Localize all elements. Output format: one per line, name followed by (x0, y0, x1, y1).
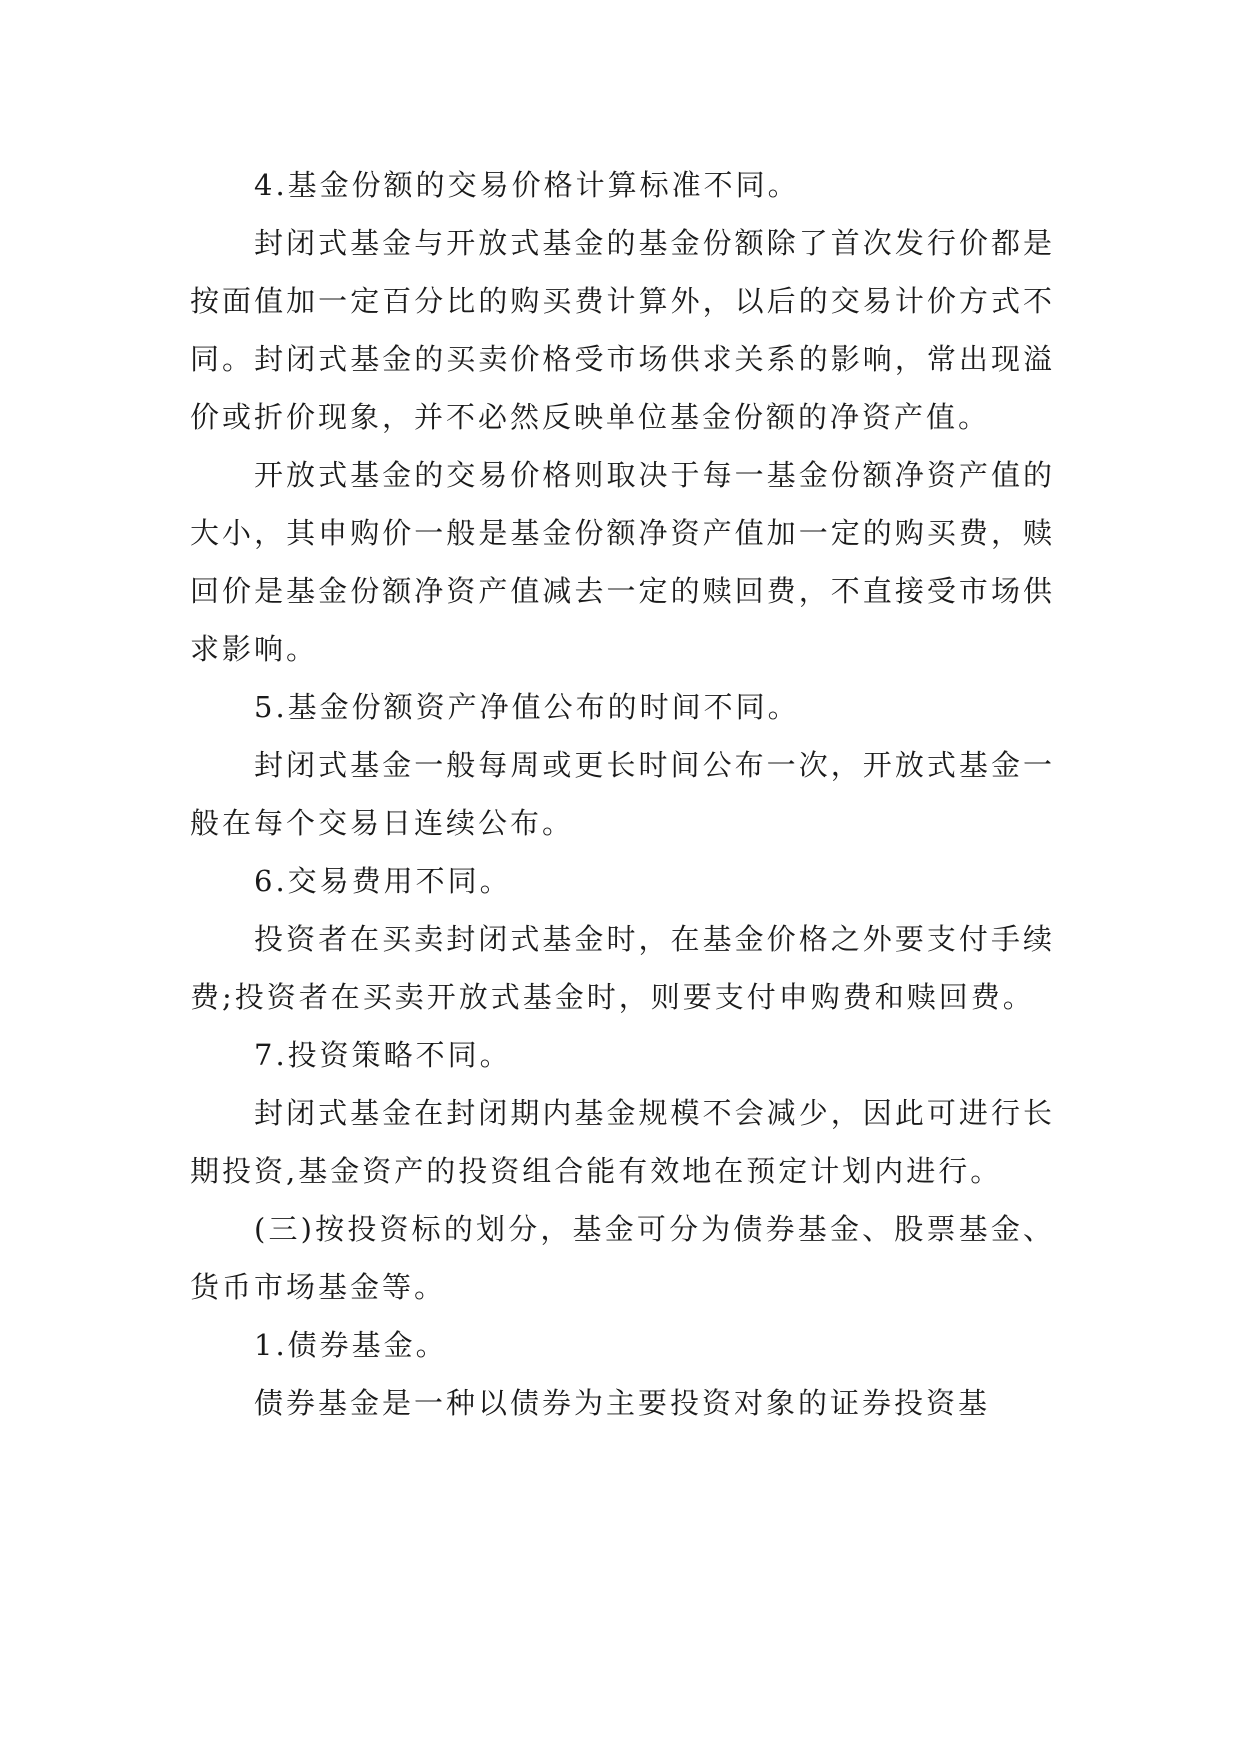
document-body (190, 156, 1055, 1432)
paragraph: 封闭式基金一般每周或更长时间公布一次，开放式基金一般在每个交易日连续公布。 (190, 748, 1055, 840)
section-heading-7: 7.投资策略不同。 (254, 1038, 512, 1072)
paragraph: 开放式基金的交易价格则取决于每一基金份额净资产值的大小，其申购价一般是基金份额净资产值加一定的购买费，赎回价是基金份额净资产值减去一定的赎回费，不直接受市场供求影响。 (190, 458, 1055, 666)
paragraph: 封闭式基金与开放式基金的基金份额除了首次发行价都是按面值加一定百分比的购买费计算外，以后的交易计价方式不同。封闭式基金的买卖价格受市场供求关系的影响，常出现溢价或折价现象，并不必然反映单位基金份额的净资产值。 (190, 226, 1055, 434)
section-heading-6: 6.交易费用不同。 (254, 864, 512, 898)
paragraph: 封闭式基金在封闭期内基金规模不会减少，因此可进行长期投资,基金资产的投资组合能有效地在预定计划内进行。 (190, 1096, 1055, 1188)
section-heading-4: 4.基金份额的交易价格计算标准不同。 (254, 168, 800, 202)
subsection-heading-1: 1.债券基金。 (254, 1328, 448, 1362)
section-heading-5: 5.基金份额资产净值公布的时间不同。 (254, 690, 800, 724)
paragraph: 投资者在买卖封闭式基金时，在基金价格之外要支付手续费;投资者在买卖开放式基金时，则要支付申购费和赎回费。 (190, 922, 1055, 1014)
section-heading-3: (三)按投资标的划分，基金可分为债券基金、股票基金、货币市场基金等。 (190, 1212, 1055, 1304)
paragraph: 债券基金是一种以债券为主要投资对象的证券投资基 (254, 1386, 991, 1420)
